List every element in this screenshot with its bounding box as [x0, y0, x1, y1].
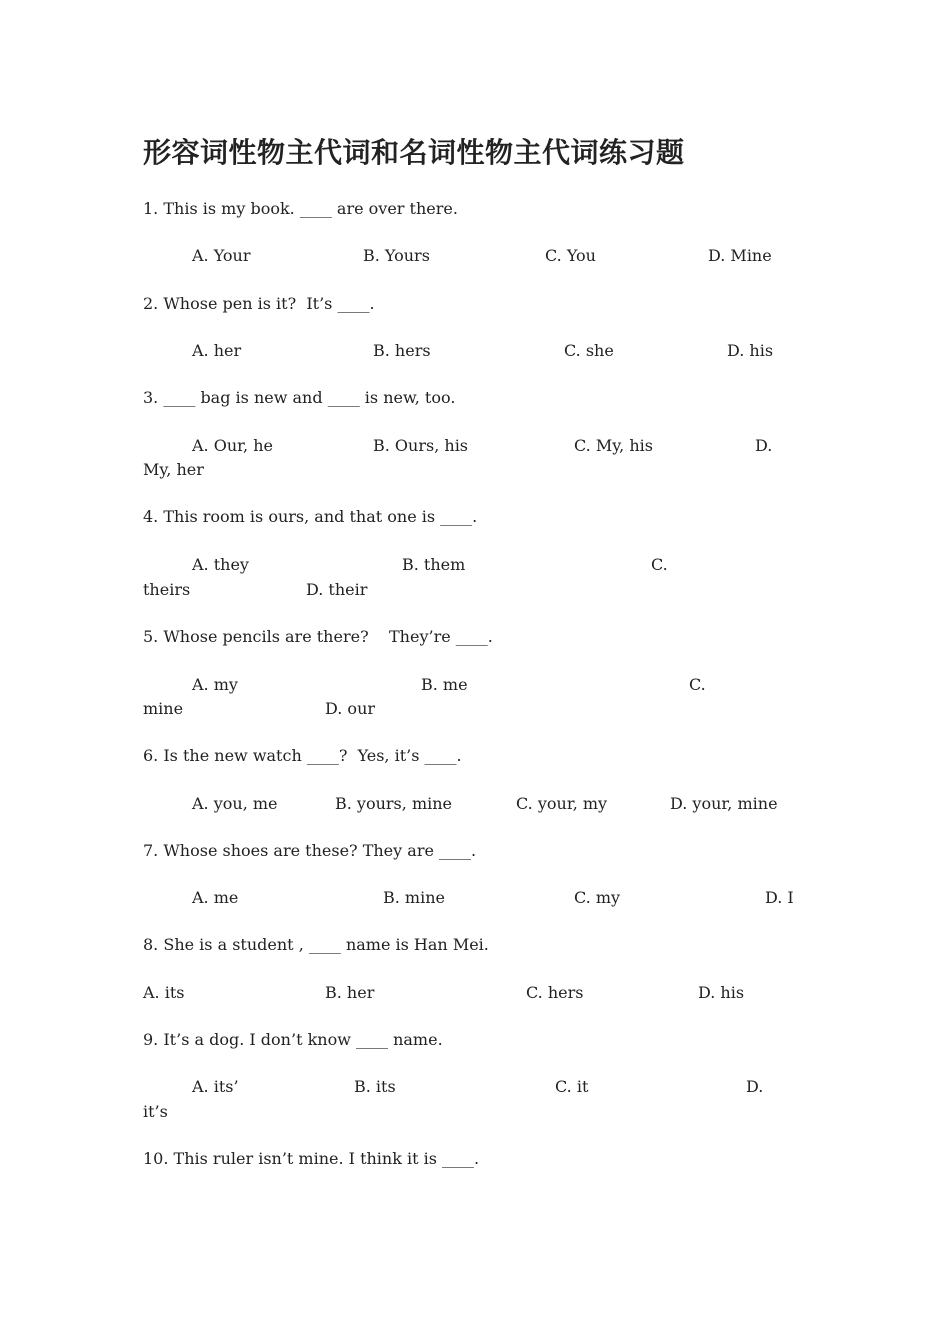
q4-option-b: B. them: [402, 555, 466, 574]
q2-option-a: A. her: [192, 341, 242, 360]
question-2: 2. Whose pen is it? It’s ____.: [143, 294, 375, 313]
question-6: 6. Is the new watch ____? Yes, it’s ____.: [143, 746, 462, 765]
q1-option-b: B. Yours: [363, 246, 430, 265]
q7-option-a: A. me: [192, 888, 239, 907]
q4-option-d: D. their: [306, 580, 368, 599]
q8-option-d: D. his: [698, 983, 745, 1002]
q4-option-c-text: theirs: [143, 580, 191, 599]
q5-option-a: A. my: [192, 675, 238, 694]
question-7: 7. Whose shoes are these? They are ____.: [143, 841, 477, 860]
q1-option-c: C. You: [545, 246, 596, 265]
q1-option-a: A. Your: [192, 246, 251, 265]
q6-option-a: A. you, me: [192, 794, 278, 813]
question-8: 8. She is a student , ____ name is Han Mei.: [143, 935, 489, 954]
q9-option-d-text: it’s: [143, 1102, 168, 1121]
q7-option-d: D. I: [765, 888, 794, 907]
q5-option-d: D. our: [325, 699, 376, 718]
q7-option-c: C. my: [574, 888, 621, 907]
q5-option-c: C.: [689, 675, 706, 694]
q9-option-d: D.: [746, 1077, 764, 1096]
q5-option-b: B. me: [421, 675, 468, 694]
q9-option-c: C. it: [555, 1077, 589, 1096]
question-5: 5. Whose pencils are there? They’re ____.: [143, 627, 493, 646]
q3-option-a: A. Our, he: [192, 436, 273, 455]
q6-option-d: D. your, mine: [670, 794, 778, 813]
page-title: 形容词性物主代词和名词性物主代词练习题: [143, 136, 685, 169]
q6-option-c: C. your, my: [516, 794, 608, 813]
question-3: 3. ____ bag is new and ____ is new, too.: [143, 388, 456, 407]
q2-option-d: D. his: [727, 341, 774, 360]
q9-option-a: A. its’: [192, 1077, 239, 1096]
question-9: 9. It’s a dog. I don’t know ____ name.: [143, 1030, 443, 1049]
q7-option-b: B. mine: [383, 888, 445, 907]
q3-option-d: D.: [755, 436, 773, 455]
q8-option-c: C. hers: [526, 983, 584, 1002]
q8-option-b: B. her: [325, 983, 375, 1002]
question-1: 1. This is my book. ____ are over there.: [143, 199, 458, 218]
q4-option-a: A. they: [192, 555, 249, 574]
question-10: 10. This ruler isn’t mine. I think it is ____.: [143, 1149, 480, 1168]
q6-option-b: B. yours, mine: [335, 794, 452, 813]
q2-option-b: B. hers: [373, 341, 431, 360]
q5-option-c-text: mine: [143, 699, 184, 718]
q8-option-a: A. its: [143, 983, 185, 1002]
q4-option-c: C.: [651, 555, 668, 574]
q3-option-d-text: My, her: [143, 460, 204, 479]
question-4: 4. This room is ours, and that one is ____.: [143, 507, 478, 526]
q3-option-c: C. My, his: [574, 436, 653, 455]
q3-option-b: B. Ours, his: [373, 436, 469, 455]
q2-option-c: C. she: [564, 341, 614, 360]
q9-option-b: B. its: [354, 1077, 396, 1096]
q1-option-d: D. Mine: [708, 246, 772, 265]
